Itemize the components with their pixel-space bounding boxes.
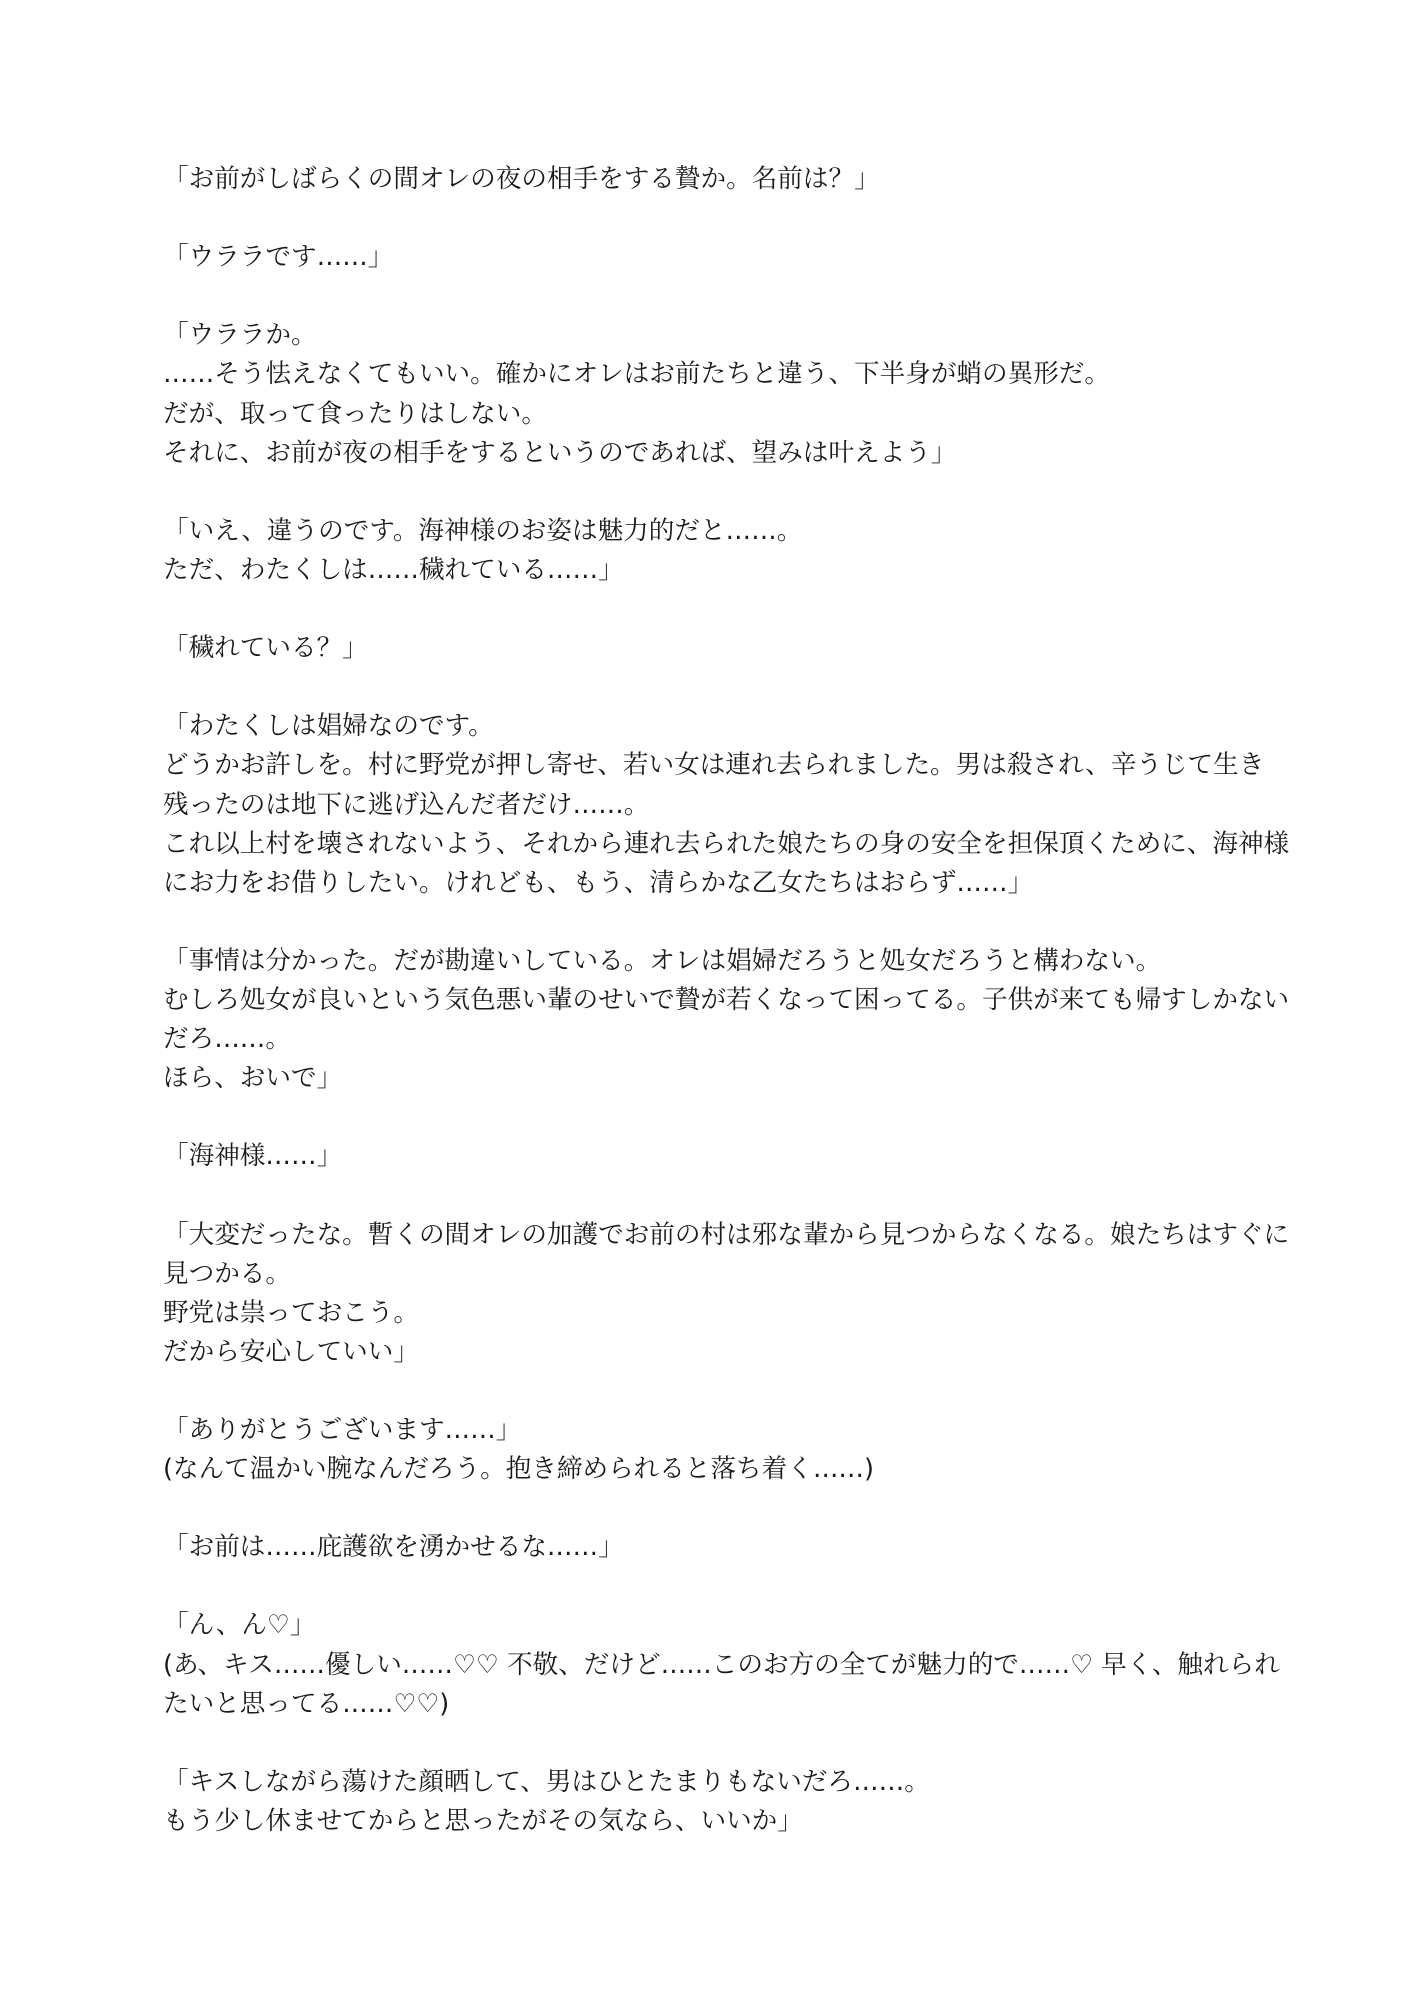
text-line: ……そう怯えなくてもいい。確かにオレはお前たちと違う、下半身が蛸の異形だ。 — [163, 359, 1110, 390]
text-line: 「ん、ん♡」 — [163, 1610, 316, 1641]
text-line: これ以上村を壊されないよう、それから連れ去られた娘たちの身の安全を担保頂くために、海神様 — [163, 828, 1290, 859]
text-line: どうかお許しを。村に野党が押し寄せ、若い女は連れ去られました。男は殺され、辛うじて生き — [163, 750, 1265, 781]
paragraph — [163, 1606, 1283, 1723]
text-line: 見つかる。 — [163, 1258, 291, 1289]
text-line: 残ったのは地下に逃げ込んだ者だけ……。 — [163, 789, 650, 820]
text-line: 「事情は分かった。だが勘違いしている。オレは娼婦だろうと処女だろうと構わない。 — [163, 945, 1162, 976]
paragraph — [163, 160, 1283, 199]
text-line: ただ、わたくしは……穢れている……」 — [163, 554, 624, 585]
text-line: 「ありがとうございます……」 — [163, 1415, 522, 1445]
paragraph — [163, 316, 1283, 472]
text-line: 「お前がしばらくの間オレの夜の相手をする贄か。名前は？」 — [163, 164, 880, 194]
text-line: 「キスしながら蕩けた顔晒して、男はひとたまりもないだろ……。 — [163, 1766, 930, 1797]
text-line: 「いえ、違うのです。海神様のお姿は魅力的だと……。 — [163, 515, 803, 546]
text-line: もう少し休ませてからと思ったがその気なら、いいか」 — [163, 1805, 803, 1836]
paragraph — [163, 1137, 1283, 1176]
paragraph — [163, 512, 1283, 590]
paragraph — [163, 1216, 1290, 1372]
text-line: たいと思ってる……♡♡) — [163, 1688, 450, 1719]
text-line: 「大変だったな。暫くの間オレの加護でお前の村は邪な輩から見つからなくなる。娘たちはすぐに — [163, 1219, 1290, 1250]
paragraph — [163, 707, 1290, 902]
paragraph — [163, 629, 1283, 668]
text-line: むしろ処女が良いという気色悪い輩のせいで贄が若くなって困ってる。子供が来ても帰すしかない — [163, 984, 1290, 1015]
text-line: (なんて温かい腕なんだろう。抱き締められると落ち着く……) — [163, 1454, 875, 1485]
text-line: だろ……。 — [163, 1024, 291, 1055]
text-line: 「穢れている？」 — [163, 633, 368, 664]
text-line: 「わたくしは娼婦なのです。 — [163, 711, 494, 742]
text-line: それに、お前が夜の相手をするというのであれば、望みは叶えよう」 — [163, 437, 957, 468]
text-line: (あ、キス……優しい……♡♡ 不敬、だけど……このお方の全てが魅力的で……♡ 早く、触れられ — [163, 1649, 1280, 1680]
text-line: 野党は祟っておこう。 — [163, 1297, 419, 1328]
text-line: 「ウララか。 — [163, 320, 317, 351]
paragraph — [163, 1411, 1283, 1489]
text-line: 「ウララです……」 — [163, 242, 394, 273]
text-line: ほら、おいで」 — [163, 1063, 343, 1094]
paragraph — [163, 942, 1290, 1098]
paragraph — [163, 238, 1283, 277]
text-line: 「お前は……庇護欲を湧かせるな……」 — [163, 1532, 624, 1563]
text-line: だから安心していい」 — [163, 1336, 419, 1367]
text-line: にお力をお借りしたい。けれども、もう、清らかな乙女たちはおらず……」 — [163, 867, 1034, 898]
text-line: 「海神様……」 — [163, 1141, 343, 1172]
text-line: だが、取って食ったりはしない。 — [163, 398, 547, 429]
paragraph — [163, 1528, 1283, 1567]
document-page — [163, 160, 1290, 1880]
paragraph — [163, 1763, 1283, 1841]
